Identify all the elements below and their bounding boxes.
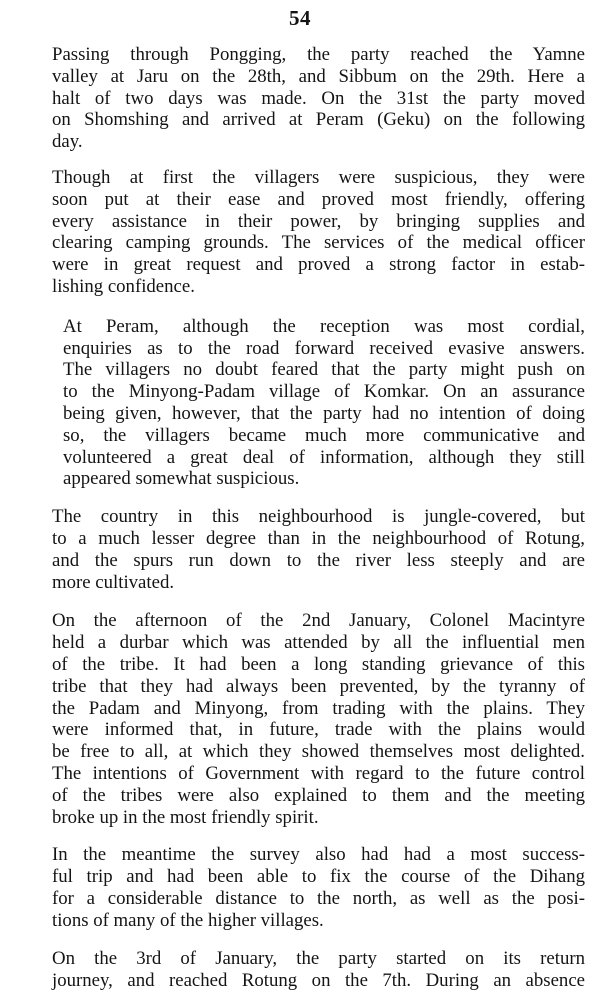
text-line: on Shomshing and arrived at Peram (Geku) on the following <box>52 109 585 131</box>
text-line: of the tribe. It had been a long standing grievance of this <box>52 653 585 675</box>
text-line: to a much lesser degree than in the neighbourhood of Rotung, <box>52 527 585 549</box>
text-line: enquiries as to the road forward received evasive answers. <box>63 337 585 359</box>
text-line: were informed that, in future, trade with the plains would <box>52 719 585 741</box>
text-line: day. <box>52 131 83 153</box>
text-line: clearing camping grounds. The services of the medical officer <box>52 232 585 254</box>
paragraph-7 <box>19 948 585 992</box>
paragraph-5 <box>19 610 585 828</box>
text-line: were in great request and proved a strong factor in estab- <box>52 254 585 276</box>
text-line: tribe that they had always been prevented, by the tyranny of <box>52 675 585 697</box>
text-line: the Padam and Minyong, from trading with the plains. They <box>52 697 585 719</box>
text-line: appeared somewhat suspicious. <box>63 468 300 490</box>
text-line: The intentions of Government with regard to the future control <box>52 762 585 784</box>
text-line: In the meantime the survey also had had a most success- <box>52 844 585 866</box>
text-line: halt of two days was made. On the 31st the party moved <box>52 87 585 109</box>
paragraph-1 <box>19 44 585 153</box>
text-line: being given, however, that the party had no intention of doing <box>63 402 585 424</box>
paragraph-6 <box>19 844 585 931</box>
text-line: broke up in the most friendly spirit. <box>52 806 319 828</box>
text-line: On the afternoon of the 2nd January, Colonel Macintyre <box>52 610 585 632</box>
text-line: The villagers no doubt feared that the party might push on <box>63 359 585 381</box>
text-line: Though at first the villagers were suspicious, they were <box>52 166 585 188</box>
text-line: for a considerable distance to the north, as well as the posi- <box>52 887 585 909</box>
text-line: The country in this neighbourhood is jungle-covered, but <box>52 506 585 528</box>
text-line: ful trip and had been able to fix the course of the Dihang <box>52 866 585 888</box>
text-line: held a durbar which was attended by all the influential men <box>52 632 585 654</box>
text-line: tions of many of the higher villages. <box>52 909 324 931</box>
text-line: be free to all, at which they showed themselves most delighted. <box>52 741 585 763</box>
paragraph-2 <box>19 167 585 298</box>
page-number: 54 <box>289 6 311 30</box>
text-line: to the Minyong-Padam village of Komkar. On an assurance <box>63 381 585 403</box>
text-line: volunteered a great deal of information, although they still <box>63 446 585 468</box>
text-line: journey, and reached Rotung on the 7th. During an absence <box>52 970 585 992</box>
text-line: and the spurs run down to the river less steeply and are <box>52 549 585 571</box>
text-line: soon put at their ease and proved most friendly, offering <box>52 188 585 210</box>
text-line: of the tribes were also explained to them and the meeting <box>52 784 585 806</box>
text-line: more cultivated. <box>52 571 175 593</box>
paragraph-4 <box>19 506 585 593</box>
paragraph-3 <box>19 316 585 490</box>
text-line: every assistance in their power, by bringing supplies and <box>52 210 585 232</box>
text-line: At Peram, although the reception was most cordial, <box>63 315 585 337</box>
body-text <box>19 44 585 992</box>
text-line: so, the villagers became much more communicative and <box>63 424 585 446</box>
text-line: valley at Jaru on the 28th, and Sibbum on the 29th. Here a <box>52 65 585 87</box>
text-line: Passing through Pongging, the party reached the Yamne <box>52 44 585 65</box>
text-line: On the 3rd of January, the party started on its return <box>52 948 585 970</box>
text-line: lishing confidence. <box>52 275 195 297</box>
